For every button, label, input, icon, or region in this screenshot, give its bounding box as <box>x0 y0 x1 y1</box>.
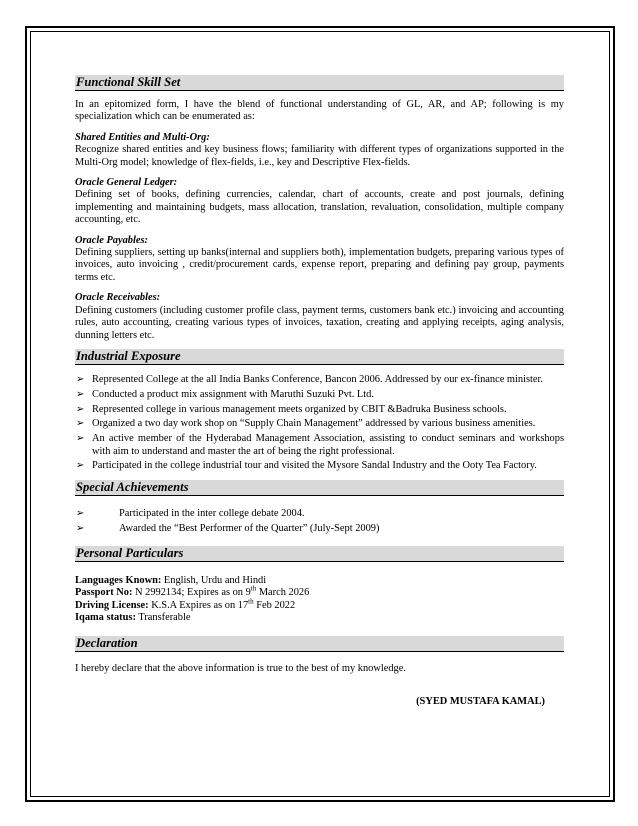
achievements-list <box>75 508 564 535</box>
list-item <box>75 389 564 401</box>
skill-title: Shared Entities and Multi-Org: <box>75 131 210 143</box>
license-tail: Feb 2022 <box>253 599 296 611</box>
list-item-text: Awarded the “Best Performer of the Quarter” (July-Sept 2009) <box>119 522 380 534</box>
iqama-label: Iqama status: <box>75 612 136 624</box>
arrow-bullet-icon: ➢ <box>76 460 85 472</box>
passport-value: N 2992134; Expires as on 9 <box>132 587 251 599</box>
arrow-bullet-icon: ➢ <box>76 507 85 519</box>
passport-line <box>75 584 564 599</box>
arrow-bullet-icon: ➢ <box>76 403 85 415</box>
resume-content <box>75 75 564 708</box>
passport-label: Passport No: <box>75 587 133 599</box>
skill-title: Oracle Receivables: <box>75 292 161 304</box>
list-item-text: Participated in the college industrial tour and visited the Mysore Sandal Industry and the Ooty Tea Factory. <box>92 460 537 472</box>
passport-tail: March 2026 <box>256 587 310 599</box>
license-label: Driving License: <box>75 599 149 611</box>
list-item-text: Conducted a product mix assignment with Maruthi Suzuki Pvt. Ltd. <box>92 388 374 400</box>
skill-item-general-ledger <box>75 177 564 227</box>
skill-item-multi-org <box>75 132 564 169</box>
license-value: K.S.A Expires as on 17 <box>148 599 249 611</box>
arrow-bullet-icon: ➢ <box>76 433 85 445</box>
languages-line <box>75 575 564 587</box>
list-item <box>75 374 564 386</box>
arrow-bullet-icon: ➢ <box>76 418 85 430</box>
functional-intro: In an epitomized form, I have the blend of functional understanding of GL, AR, and AP; following is my specialization which can be enumerated as: <box>75 99 564 123</box>
achievements-heading: Special Achievements <box>75 480 564 496</box>
iqama-value: Transferable <box>135 612 191 624</box>
passport-sup: th <box>250 584 257 593</box>
functional-heading: Functional Skill Set <box>75 75 564 91</box>
skill-text: Recognize shared entities and key business flows; familiarity with different types of organizations supported in the Multi-Org model; knowledge of flex-fields, i.e., key and Descriptive Flex-fields. <box>75 144 564 168</box>
list-item <box>75 460 564 472</box>
languages-label: Languages Known: <box>75 574 162 586</box>
industrial-list <box>75 374 564 473</box>
personal-details <box>75 575 564 625</box>
skill-title: Oracle Payables: <box>75 234 148 246</box>
skill-text: Defining suppliers, setting up banks(internal and suppliers both), implementation budgets, preparing various types of invoices, auto invoicing , credit/procurement cards, expense report, preparing and defining pay group, payments terms etc. <box>75 247 564 283</box>
signature-name: (SYED MUSTAFA KAMAL) <box>416 695 545 707</box>
arrow-bullet-icon: ➢ <box>76 388 85 400</box>
personal-heading: Personal Particulars <box>75 546 564 562</box>
skill-title: Oracle General Ledger: <box>75 177 178 189</box>
list-item <box>75 433 564 458</box>
arrow-bullet-icon: ➢ <box>76 373 85 385</box>
license-sup: th <box>248 597 254 606</box>
license-line <box>75 597 564 612</box>
list-item-text: Represented College at the all India Banks Conference, Bancon 2006. Addressed by our ex-finance minister. <box>92 373 543 385</box>
list-item-text: Organized a two day work shop on “Supply Chain Management” addressed by various business amenities. <box>92 418 536 430</box>
arrow-bullet-icon: ➢ <box>76 522 85 534</box>
industrial-heading: Industrial Exposure <box>75 349 564 365</box>
skill-text: Defining set of books, defining currencies, calendar, chart of accounts, create and post journals, defining implementing and maintaining budgets, mass allocation, translation, revaluation, consolidation, multiple company accounting, etc. <box>75 189 564 226</box>
languages-value: English, Urdu and Hindi <box>161 574 267 586</box>
list-item-text: An active member of the Hyderabad Management Association, assisting to conduct seminars and workshops with aim to understand and master the art of being the right professional. <box>92 433 564 457</box>
declaration-heading: Declaration <box>75 636 564 652</box>
iqama-line <box>75 612 564 624</box>
skill-text: Defining customers (including customer profile class, payment terms, customers bank etc.) invoicing and accounting rules, auto accounting, creating various types of invoices, taxation, creating and applying receipts, aging analysis, dunning letters etc. <box>75 304 564 341</box>
list-item <box>75 508 564 520</box>
skill-item-payables <box>75 235 564 285</box>
list-item-text: Represented college in various management meets organized by CBIT &Badruka Business schools. <box>92 403 507 415</box>
list-item <box>75 418 564 430</box>
list-item-text: Participated in the inter college debate 2004. <box>119 507 305 519</box>
skill-item-receivables <box>75 292 564 342</box>
declaration-text: I hereby declare that the above information is true to the best of my knowledge. <box>75 662 406 674</box>
list-item <box>75 523 564 535</box>
list-item <box>75 404 564 416</box>
